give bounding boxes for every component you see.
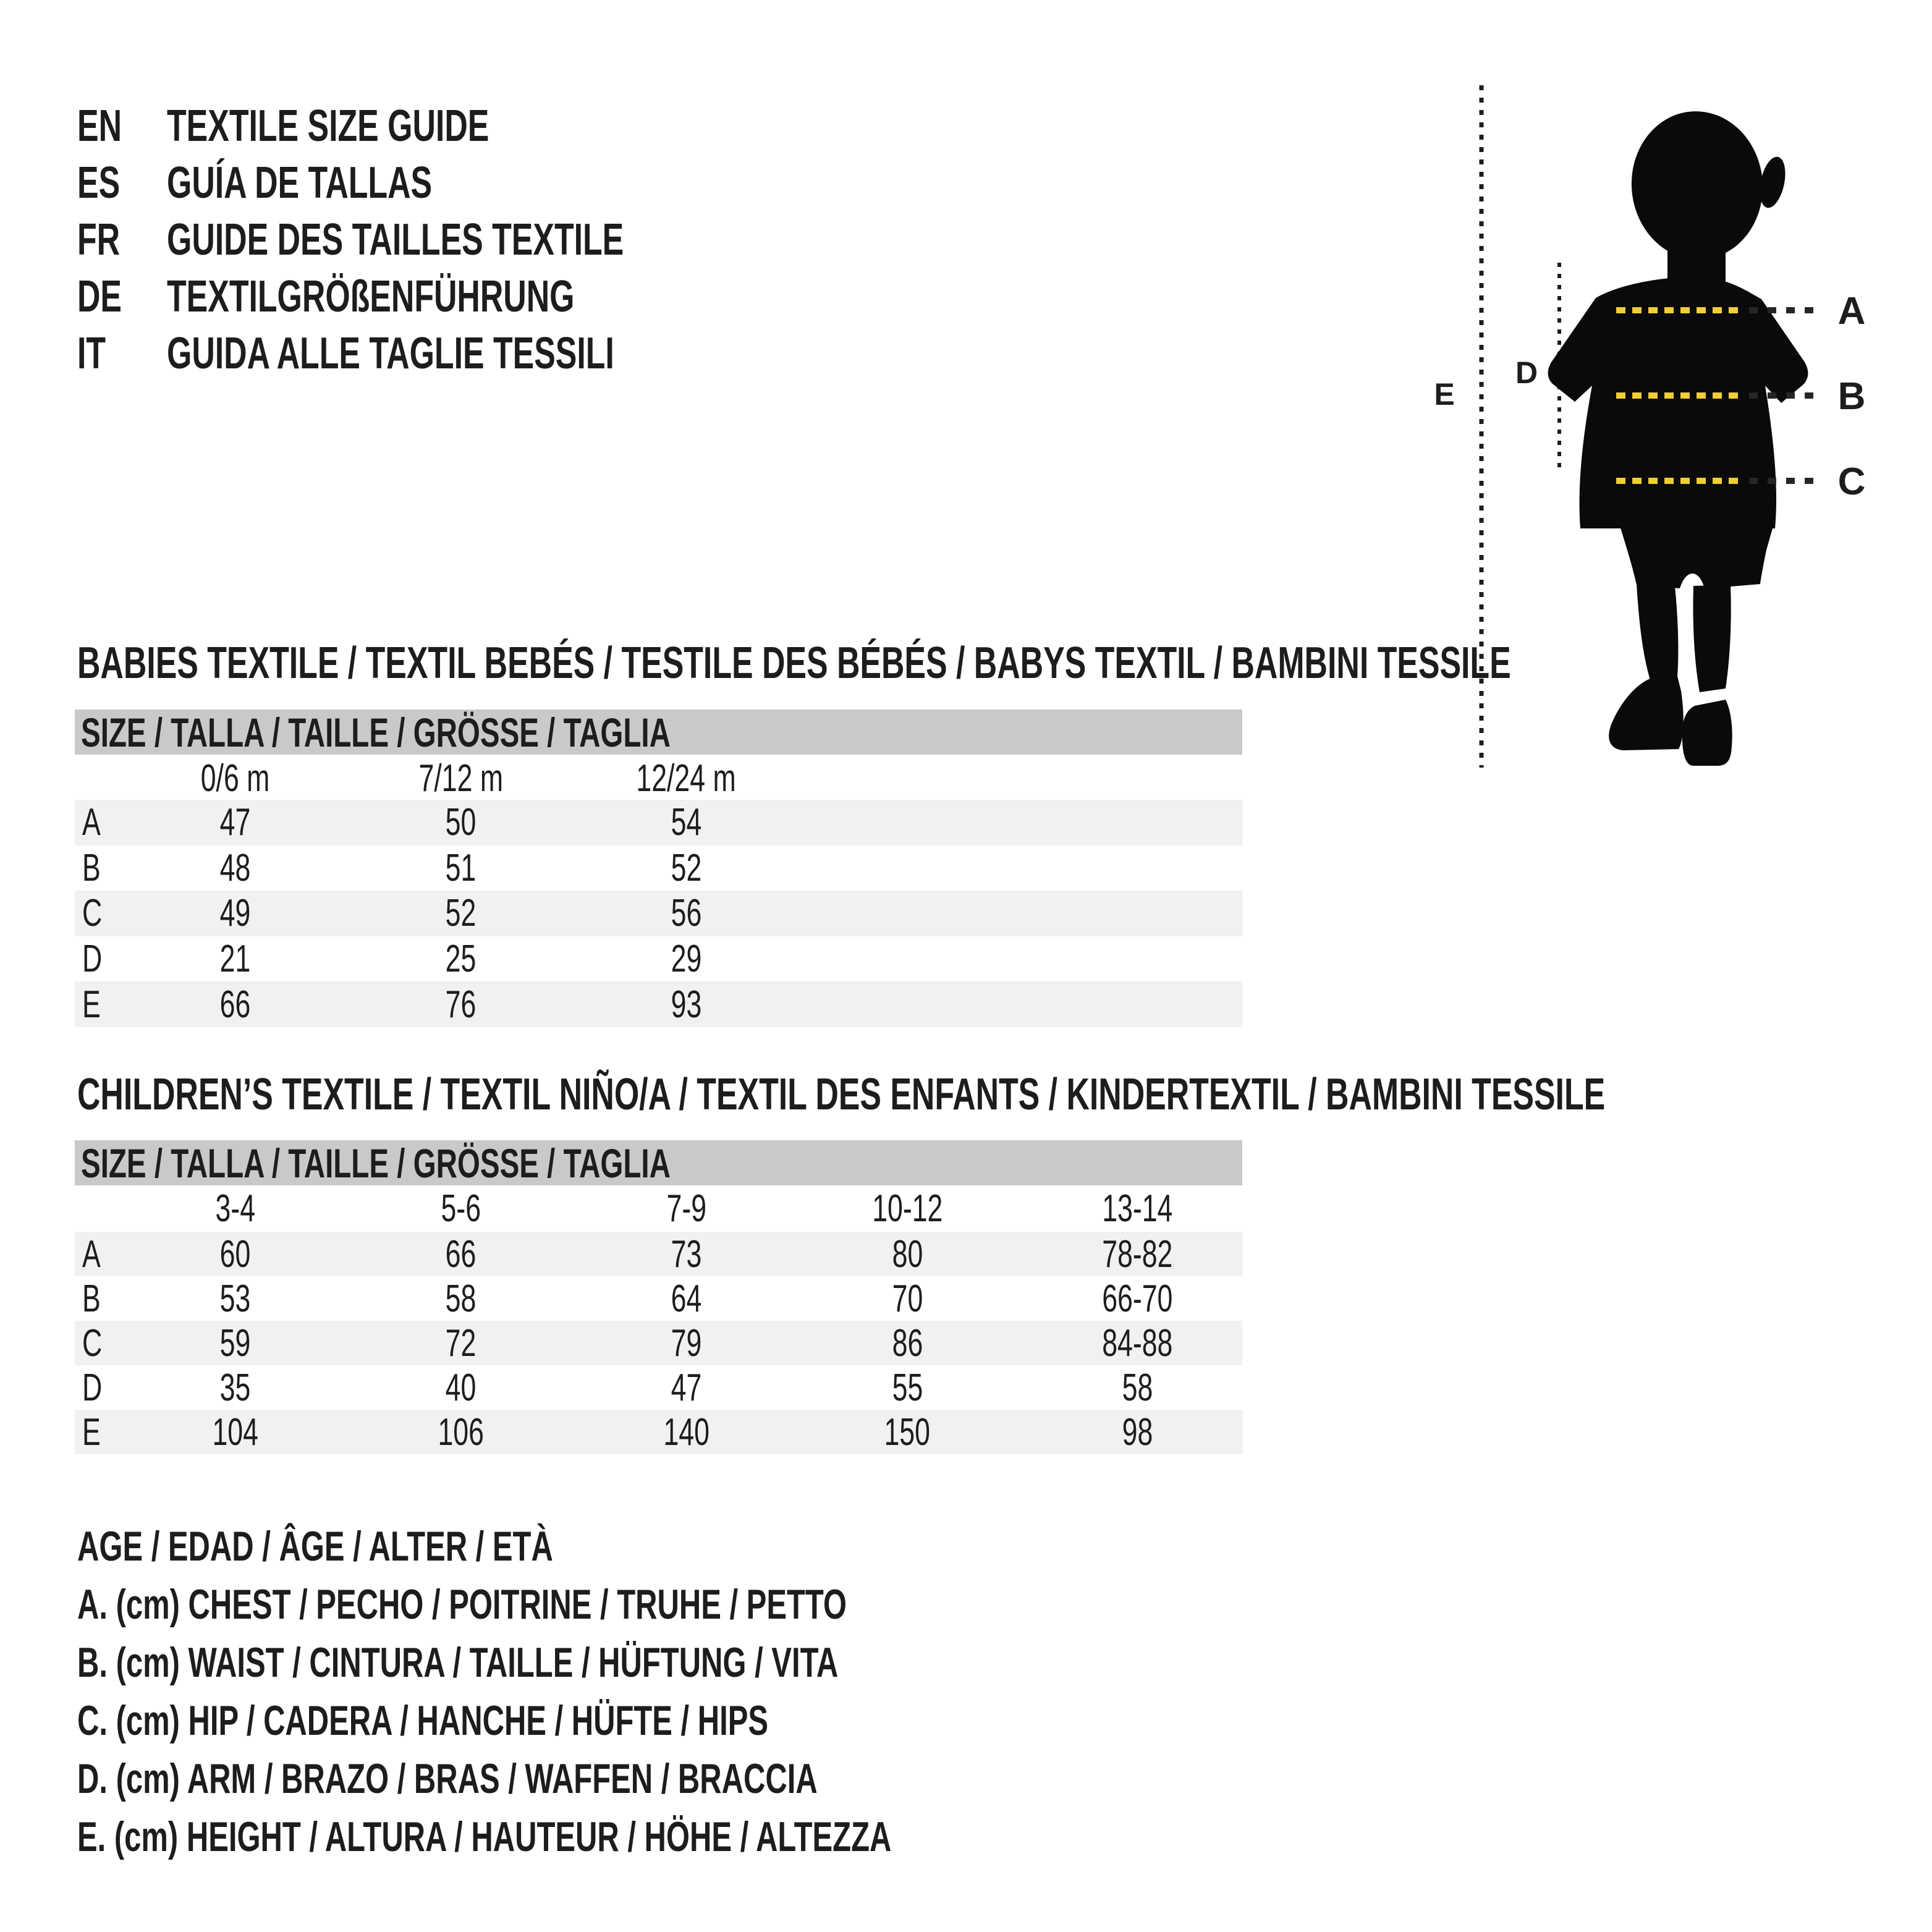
cell-value: 60 xyxy=(219,1232,251,1276)
figure-label-b: B xyxy=(1837,375,1866,418)
lang-title: GUIDE DES TAILLES TEXTILE xyxy=(167,215,624,265)
legend-line: D. (cm) ARM / BRAZO / BRAS / WAFFEN / BRACCIA xyxy=(77,1755,818,1802)
cell-value: 104 xyxy=(212,1410,258,1454)
figure-label-e: E xyxy=(1434,377,1455,412)
column-header: 13-14 xyxy=(1102,1187,1173,1230)
cell-value: 35 xyxy=(219,1366,251,1409)
column-header: 3-4 xyxy=(215,1187,255,1230)
table-row xyxy=(75,845,1242,891)
cell-value: 40 xyxy=(445,1366,477,1409)
cell-value: 80 xyxy=(892,1232,923,1276)
cell-value: 52 xyxy=(671,846,702,889)
table-row xyxy=(75,1410,1242,1454)
column-header: 7-9 xyxy=(666,1187,706,1230)
babies-column-headers xyxy=(75,755,1242,802)
cell-value: 48 xyxy=(219,846,251,889)
figure-label-c: C xyxy=(1837,460,1866,503)
row-label: E xyxy=(82,1410,101,1454)
cell-value: 66-70 xyxy=(1102,1277,1173,1320)
cell-value: 70 xyxy=(892,1277,923,1320)
silhouette-shorts xyxy=(1619,524,1774,588)
row-label: C xyxy=(82,892,103,935)
row-label: A xyxy=(82,1232,101,1276)
legend-line: B. (cm) WAIST / CINTURA / TAILLE / HÜFTUNG / VITA xyxy=(77,1639,839,1686)
cell-value: 29 xyxy=(671,938,702,981)
cell-value: 98 xyxy=(1122,1410,1153,1454)
row-label: B xyxy=(82,846,101,889)
column-header: 0/6 m xyxy=(200,756,270,800)
legend-line: A. (cm) CHEST / PECHO / POITRINE / TRUHE / PETTO xyxy=(77,1581,847,1628)
lang-code: EN xyxy=(77,101,122,151)
cell-value: 47 xyxy=(219,801,251,844)
cell-value: 150 xyxy=(884,1410,931,1454)
table-row xyxy=(75,1276,1242,1321)
cell-value: 66 xyxy=(219,983,251,1026)
cell-value: 93 xyxy=(671,983,702,1026)
table-row xyxy=(75,800,1242,845)
lang-code: ES xyxy=(77,158,121,208)
silhouette-left-shoe xyxy=(1609,674,1684,750)
language-row xyxy=(77,325,802,382)
row-label: C xyxy=(82,1321,103,1365)
table-row xyxy=(75,1232,1242,1276)
cell-value: 59 xyxy=(219,1321,251,1365)
cell-value: 140 xyxy=(663,1410,710,1454)
row-label: E xyxy=(82,983,101,1026)
lang-code: FR xyxy=(77,215,121,265)
column-header: 5-6 xyxy=(441,1187,481,1230)
table-row xyxy=(75,936,1242,982)
table-row xyxy=(75,981,1242,1027)
table-row xyxy=(75,891,1242,936)
row-label: B xyxy=(82,1277,101,1320)
cell-value: 53 xyxy=(219,1277,251,1320)
table-row xyxy=(75,1365,1242,1410)
legend-line: C. (cm) HIP / CADERA / HANCHE / HÜFTE / HIPS xyxy=(77,1697,769,1744)
language-row xyxy=(77,211,802,268)
column-header: 12/24 m xyxy=(636,756,737,800)
silhouette-tshirt xyxy=(1548,277,1808,528)
cell-value: 21 xyxy=(219,938,251,981)
cell-value: 79 xyxy=(671,1321,702,1365)
cell-value: 47 xyxy=(671,1366,702,1409)
language-row xyxy=(77,268,802,325)
lang-code: IT xyxy=(77,329,106,378)
lang-title: TEXTILGRÖßENFÜHRUNG xyxy=(167,272,575,321)
figure-label-a: A xyxy=(1837,290,1866,333)
row-label: D xyxy=(82,938,103,981)
column-header: 10-12 xyxy=(871,1187,943,1230)
children-column-headers xyxy=(75,1185,1242,1232)
figure-label-d: D xyxy=(1515,355,1538,390)
cell-value: 56 xyxy=(671,892,702,935)
cell-value: 73 xyxy=(671,1232,702,1276)
children-table-body xyxy=(75,1232,1242,1454)
column-header: 7/12 m xyxy=(418,756,503,800)
silhouette-neck xyxy=(1667,222,1726,284)
cell-value: 49 xyxy=(219,892,251,935)
legend-line: AGE / EDAD / ÂGE / ALTER / ETÀ xyxy=(77,1523,553,1570)
cell-value: 106 xyxy=(438,1410,484,1454)
row-label: D xyxy=(82,1366,103,1409)
legend-line: E. (cm) HEIGHT / ALTURA / HAUTEUR / HÖHE / ALTEZZA xyxy=(77,1813,892,1860)
babies-size-header-bar: SIZE / TALLA / TAILLE / GRÖSSE / TAGLIA xyxy=(75,710,1242,755)
measurement-legend xyxy=(77,1517,1208,1866)
lang-title: TEXTILE SIZE GUIDE xyxy=(167,101,489,151)
cell-value: 84-88 xyxy=(1102,1321,1173,1365)
cell-value: 51 xyxy=(445,846,477,889)
cell-value: 25 xyxy=(445,938,477,981)
measurement-figure xyxy=(1409,62,1932,803)
cell-value: 78-82 xyxy=(1102,1232,1173,1276)
children-size-header-bar: SIZE / TALLA / TAILLE / GRÖSSE / TAGLIA xyxy=(75,1140,1242,1185)
cell-value: 54 xyxy=(671,801,702,844)
cell-value: 76 xyxy=(445,983,477,1026)
cell-value: 64 xyxy=(671,1277,702,1320)
lang-title: GUIDA ALLE TAGLIE TESSILI xyxy=(167,329,614,378)
cell-value: 86 xyxy=(892,1321,923,1365)
children-section-heading: CHILDREN’S TEXTILE / TEXTIL NIÑO/A / TEXTIL DES ENFANTS / KINDERTEXTIL / BAMBINI TESSILE xyxy=(77,1070,1606,1119)
cell-value: 52 xyxy=(445,892,477,935)
table-row xyxy=(75,1321,1242,1365)
cell-value: 55 xyxy=(892,1366,923,1409)
cell-value: 58 xyxy=(1122,1366,1153,1409)
babies-table-body xyxy=(75,800,1242,1027)
cell-value: 58 xyxy=(445,1277,477,1320)
cell-value: 72 xyxy=(445,1321,477,1365)
row-label: A xyxy=(82,801,101,844)
language-row xyxy=(77,98,802,155)
language-title-block xyxy=(77,98,802,382)
lang-code: DE xyxy=(77,272,122,321)
cell-value: 50 xyxy=(445,801,477,844)
silhouette-right-shoe xyxy=(1682,700,1732,766)
cell-value: 66 xyxy=(445,1232,477,1276)
language-row xyxy=(77,155,802,211)
babies-section-heading: BABIES TEXTILE / TEXTIL BEBÉS / TESTILE DES BÉBÉS / BABYS TEXTIL / BAMBINI TESSILE xyxy=(77,638,1511,688)
lang-title: GUÍA DE TALLAS xyxy=(167,158,433,208)
